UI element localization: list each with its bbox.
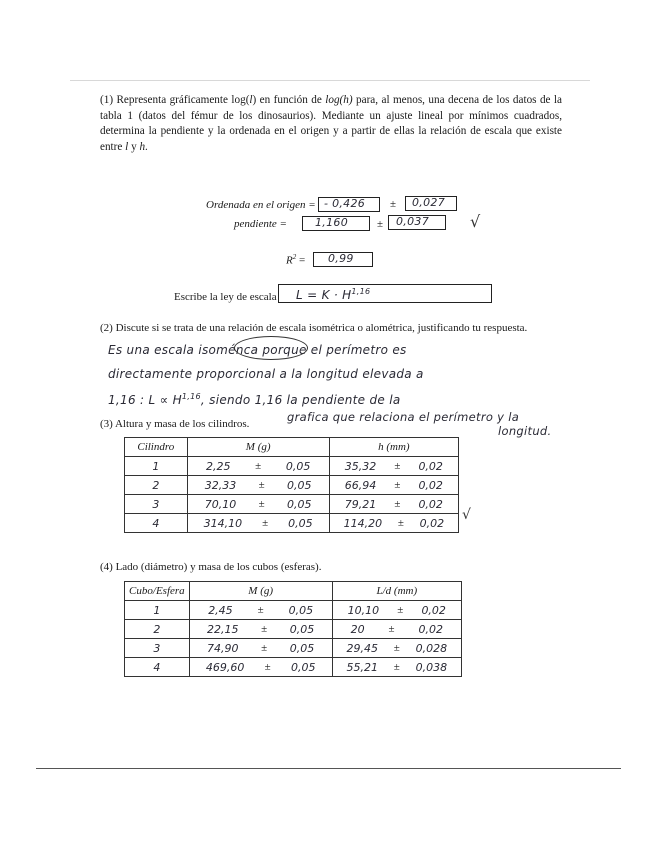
pendiente-error: 0,037 bbox=[396, 215, 429, 228]
ordenada-label: Ordenada en el origen = bbox=[206, 199, 316, 211]
header-mass: M (g) bbox=[187, 438, 329, 457]
checkmark-pendiente: √ bbox=[470, 212, 481, 231]
table-header-row bbox=[125, 438, 459, 457]
q2-question: (2) Discute si se trata de una relación de escala isométrica o alométrica, justificando tu respuesta. bbox=[100, 322, 528, 334]
isometrica-circle bbox=[234, 336, 308, 360]
q2-answer-line-4: grafica que relaciona el perímetro y la bbox=[287, 410, 520, 424]
q1-number: (1) bbox=[100, 94, 114, 106]
table-row: 1 2,25 ± 0,05 35,32 ± 0,02 bbox=[125, 457, 459, 476]
table-row: 4 314,10 ± 0,05 114,20 ± 0,02 bbox=[125, 514, 459, 533]
ley-escala-label: Escribe la ley de escala bbox=[174, 291, 277, 303]
ordenada-pm: ± bbox=[390, 198, 397, 210]
table-row: 2 22,15 ± 0,05 20 ± 0,02 bbox=[125, 620, 462, 639]
q2-answer-line-3: 1,16 : L ∝ H$^{1,16}$, siendo 1,16 la pendiente de la bbox=[108, 392, 401, 407]
table-row: 3 74,90 ± 0,05 29,45 ± 0,028 bbox=[125, 639, 462, 658]
q4-title: (4) Lado (diámetro) y masa de los cubos (esferas). bbox=[100, 561, 322, 573]
header-cubo: Cubo/Esfera bbox=[125, 582, 190, 601]
top-divider bbox=[70, 80, 590, 81]
checkmark-table: √ bbox=[462, 507, 471, 523]
bottom-divider bbox=[36, 768, 621, 769]
header-cilindro: Cilindro bbox=[125, 438, 188, 457]
table-row: 1 2,45 ± 0,05 10,10 ± 0,02 bbox=[125, 601, 462, 620]
q2-answer-line-5: longitud. bbox=[498, 424, 552, 438]
table-header-row bbox=[125, 582, 462, 601]
r2-label: $R^2$ = bbox=[286, 253, 306, 267]
cilindros-table bbox=[124, 437, 459, 533]
header-mass: M (g) bbox=[189, 582, 332, 601]
pendiente-label: pendiente = bbox=[234, 218, 287, 230]
ley-escala-value: L = K · H$^{1,16}$ bbox=[296, 287, 371, 302]
ordenada-value: - 0,426 bbox=[324, 197, 366, 210]
ordenada-error: 0,027 bbox=[412, 196, 445, 209]
cubos-table bbox=[124, 581, 462, 677]
table-row: 3 70,10 ± 0,05 79,21 ± 0,02 bbox=[125, 495, 459, 514]
q3-title: (3) Altura y masa de los cilindros. bbox=[100, 418, 250, 430]
q2-answer-line-2: directamente proporcional a la longitud elevada a bbox=[108, 367, 424, 381]
pendiente-pm: ± bbox=[377, 218, 384, 230]
table-row: 4 469,60 ± 0,05 55,21 ± 0,038 bbox=[125, 658, 462, 677]
q2-answer-line-1: Es una escala isoménca porque el perímetro es bbox=[108, 343, 407, 357]
table-row: 2 32,33 ± 0,05 66,94 ± 0,02 bbox=[125, 476, 459, 495]
header-height: h (mm) bbox=[329, 438, 458, 457]
r2-value: 0,99 bbox=[328, 252, 354, 265]
q1-statement: (1) Representa gráficamente log(l) en función de log(h) para, al menos, una decena de los datos de la tabla 1 (datos del fémur de los dinosaurios). Mediante un ajuste lineal por mínimos cuadrados, determina la pendiente y la ordenada en el origen y a partir de ellas la relación de escala que existe entre l y h. bbox=[100, 94, 562, 153]
pendiente-value: 1,160 bbox=[315, 216, 348, 229]
header-side: L/d (mm) bbox=[332, 582, 461, 601]
